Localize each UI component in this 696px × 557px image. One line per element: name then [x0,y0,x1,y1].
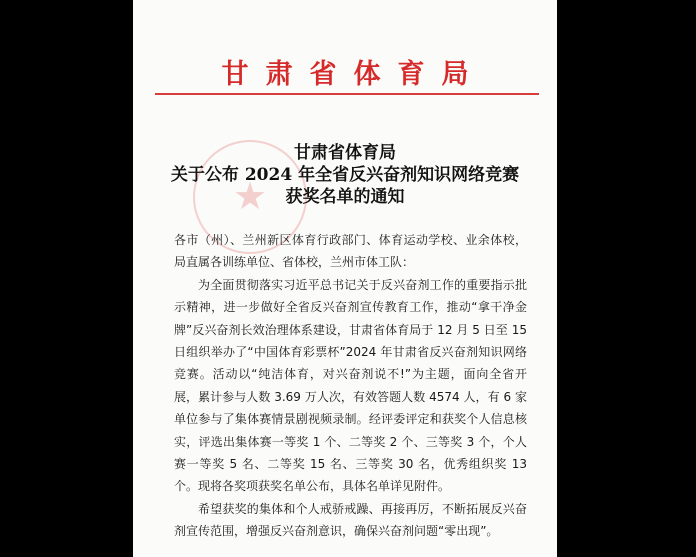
main-paragraph: 为全面贯彻落实习近平总书记关于反兴奋剂工作的重要指示批示精神，进一步做好全省反兴奋剂宣传教育工作，推动“拿干净金牌”反兴奋剂长效治理体系建设，甘肃省体育局于 12 月 5 日至 15 日组织举办了“中国体育彩票杯”2024 年甘肃省反兴奋剂知识网络竞赛。活动以“纯洁体育，对兴奋剂说不!”为主题，面向全省开展，累计参与人数 3.69 万人次，有效答题人数 4574 人，有 6 家单位参与了集体赛情景剧视频录制。经评委评定和获奖个人信息核实，评选出集体赛一等奖 1 个、二等奖 2 个、三等奖 3 个，个人赛一等奖 5 名、二等奖 15 名、三等奖 30 名，优秀组织奖 13 个。现将各奖项获奖名单公布，具体名单详见附件。 [174,277,527,494]
agency-header: 甘肃省体育局 [221,59,486,90]
header-divider [155,93,539,95]
title-line-3: 获奖名单的通知 [285,187,405,207]
title-line-2: 关于公布 2024 年全省反兴奋剂知识网络竞赛 [170,165,520,185]
closing-paragraph: 希望获奖的集体和个人戒骄戒躁、再接再厉，不断拓展反兴奋剂宣传范围，增强反兴奋剂意识，确保兴奋剂问题“零出现”。 [174,501,527,539]
salutation-paragraph: 各市（州）、兰州新区体育行政部门、体育运动学校、业余体校，局直属各训练单位、省体校，兰州市体工队： [174,233,527,270]
title-line-1: 甘肃省体育局 [294,143,396,163]
document-title [133,142,557,208]
star-seal-icon: ★ [232,174,268,218]
document-body [174,229,527,543]
document-page [133,0,557,557]
